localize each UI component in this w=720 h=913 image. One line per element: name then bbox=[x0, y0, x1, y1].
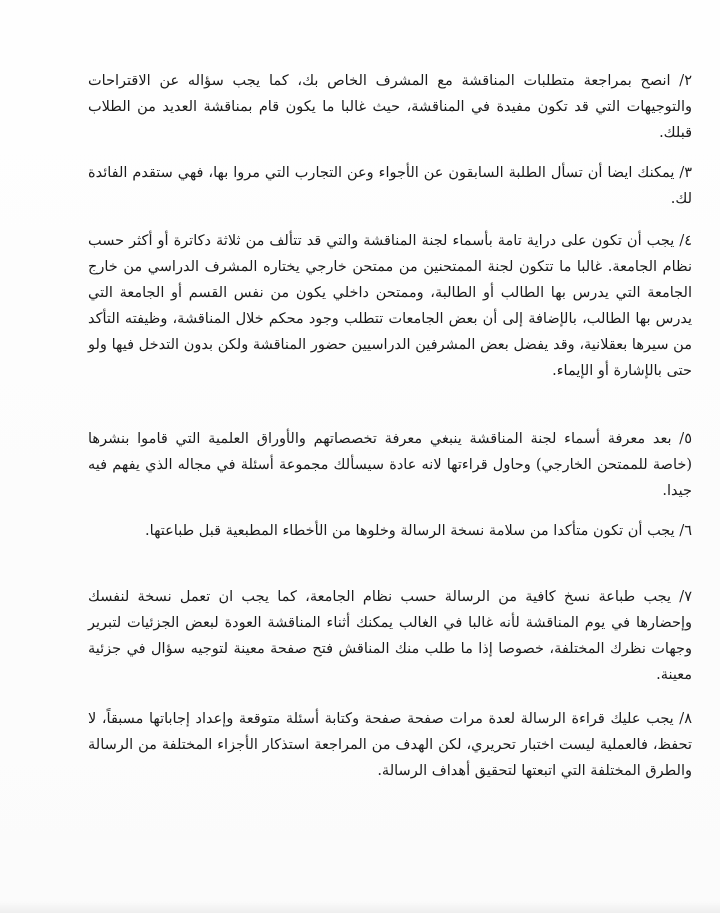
paragraph-5 bbox=[88, 426, 692, 504]
paragraph-8 bbox=[88, 706, 692, 784]
paragraph-2-text: ٢/ انصح بمراجعة متطلبات المناقشة مع المشرف الخاص بك، كما يجب سؤاله عن الاقتراحات والتوجيهات التي قد تكون مفيدة في المناقشة، حيث غالبا ما يكون قام بمناقشة العديد من الطلاب قبلك. bbox=[88, 73, 692, 141]
paragraph-7 bbox=[88, 584, 692, 688]
paragraph-3 bbox=[88, 160, 692, 212]
paragraph-4-text: ٤/ يجب أن تكون على دراية تامة بأسماء لجنة المناقشة والتي قد تتألف من ثلاثة دكاترة أو أكثر حسب نظام الجامعة. غالبا ما تتكون لجنة الممتحنين من ممتحن خارجي يختاره المشرف الدراسي من خارج الجامعة التي يدرس بها الطالب أو الطالبة، وممتحن داخلي يكون من نفس القسم أو الجامعة التي يدرس بها الطالب، بالإضافة إلى أن بعض الجامعات تتطلب وجود محكم خلال المناقشة، وظيفته التأكد من سيرها بعقلانية، وقد يفضل بعض المشرفين الدراسيين حضور المناقشة ولكن بدون التدخل فيها ولو حتى بالإشارة أو الإيماء. bbox=[88, 233, 692, 379]
page-edge-shadow bbox=[0, 901, 720, 913]
paragraph-7-text: ٧/ يجب طباعة نسخ كافية من الرسالة حسب نظام الجامعة، كما يجب ان تعمل نسخة لنفسك وإحضارها في يوم المناقشة لأنه غالبا في الغالب يمكنك أثناء المناقشة العودة لبعض الجزئيات لتبرير وجهات نظرك المختلفة، خصوصا إذا ما طلب منك المناقش فتح صفحة معينة لتوجيه سؤال في جزئية معينة. bbox=[88, 589, 692, 683]
paragraph-4 bbox=[88, 228, 692, 384]
paragraph-3-text: ٣/ يمكنك ايضا أن تسأل الطلبة السابقون عن الأجواء وعن التجارب التي مروا بها، فهي ستقدم الفائدة لك. bbox=[88, 165, 692, 207]
paragraph-6 bbox=[88, 518, 692, 544]
paragraph-6-text: ٦/ يجب أن تكون متأكدا من سلامة نسخة الرسالة وخلوها من الأخطاء المطبعية قبل طباعتها. bbox=[145, 523, 692, 539]
paragraph-2 bbox=[88, 68, 692, 146]
paragraph-8-text: ٨/ يجب عليك قراءة الرسالة لعدة مرات صفحة صفحة وكتابة أسئلة متوقعة وإعداد إجاباتها مسبقاً، لا تحفظ، فالعملية ليست اختبار تحريري، لكن الهدف من المراجعة استذكار الأجزاء المختلفة من الرسالة والطرق المختلفة التي اتبعتها لتحقيق أهداف الرسالة. bbox=[88, 711, 692, 779]
paragraph-5-text: ٥/ بعد معرفة أسماء لجنة المناقشة ينبغي معرفة تخصصاتهم والأوراق العلمية التي قاموا بنشرها (خاصة للممتحن الخارجي) وحاول قراءتها لانه عادة سيسألك مجموعة أسئلة في مجاله الذي يفهم فيه جيدا. bbox=[88, 431, 692, 499]
